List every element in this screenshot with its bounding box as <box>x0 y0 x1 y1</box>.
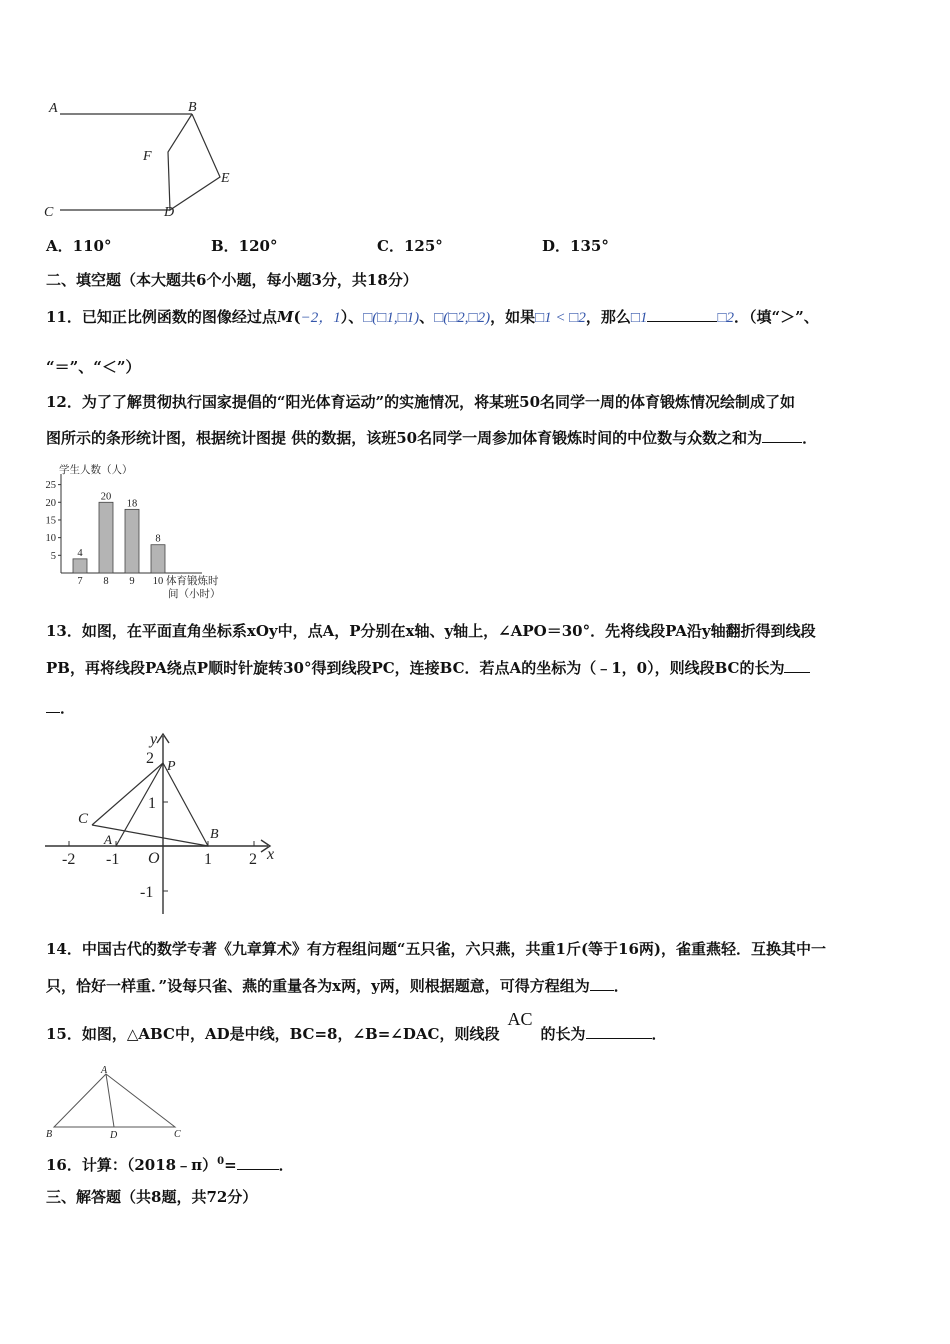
q15-end: ． <box>651 1025 667 1043</box>
chart-value-label: 18 <box>126 498 138 510</box>
q11-sep-1: ）、 <box>340 308 364 326</box>
q13-tick-neg2: -2 <box>62 851 76 868</box>
chart-y-tick-label: 20 <box>45 497 56 509</box>
q15-text-1: 15．如图，△ABC中，AD是中线，BC=8，∠B=∠DAC，则线段 <box>46 1025 500 1043</box>
chart-bar-8 <box>99 502 113 573</box>
q13-label-y: y <box>150 731 158 748</box>
q15-ac-formula: AC <box>507 1009 533 1029</box>
q15-text-2: 的长为 <box>540 1025 586 1043</box>
q13-end: ． <box>60 699 76 717</box>
q10-figure <box>40 92 250 227</box>
q14-end: ． <box>613 977 629 995</box>
q13-text-2: PB，再将线段PA绕点P顺时针旋转30°得到线段PC，连接BC．若点A的坐标为（﹣1，0），则线段BC的长为 <box>46 659 785 677</box>
chart-x-tick-label: 8 <box>103 576 109 587</box>
q10-option-d: D．135° <box>542 237 609 255</box>
q11-formula-point-2: □(□2,□2) <box>434 310 491 326</box>
chart-y-tick-label: 15 <box>45 515 56 527</box>
q10-option-b: B．120° <box>211 237 278 255</box>
q13-label-A: A <box>104 832 112 847</box>
q14-line-2 <box>46 976 904 996</box>
chart-x-tick-label: 10 <box>152 576 164 587</box>
q10-label-E: E <box>221 171 230 186</box>
q11-text-1: 11．已知正比例函数的图像经过点 <box>46 308 277 326</box>
q13-line-1: 13．如图，在平面直角坐标系xOy中，点A，P分别在x轴、y轴上，∠APO＝30°．先将线段PA沿y轴翻折得到线段 <box>46 622 816 640</box>
q11-point-m: M <box>276 308 294 326</box>
q10-label-D: D <box>164 205 175 220</box>
q16-end: ． <box>278 1156 294 1174</box>
q11-sep-2: 、 <box>419 308 435 326</box>
q16-text-1: 16．计算：（2018﹣π） <box>46 1156 218 1174</box>
q13-tick-neg1: -1 <box>106 851 120 868</box>
q11-formula-y2: □2 <box>717 310 735 326</box>
q13-tick-y2: 2 <box>146 750 154 767</box>
q16-answer-blank[interactable] <box>237 1155 279 1170</box>
q11-answer-blank[interactable] <box>647 307 717 322</box>
q10-label-F: F <box>143 149 152 164</box>
q12-line-2 <box>46 428 904 448</box>
q13-answer-blank-2[interactable] <box>46 698 60 713</box>
q13-tick-2: 2 <box>249 851 257 868</box>
chart-y-label: 学生人数（人） <box>59 465 133 476</box>
q11-text-4: ．（填“＞”、 <box>734 308 819 326</box>
q11-line-1 <box>46 307 904 328</box>
q12-end: ． <box>802 429 818 447</box>
q12-line-1: 12．为了了解贯彻执行国家提倡的“阳光体育运动”的实施情况，将某班50名同学一周的体育锻炼情况绘制成了如 <box>46 393 796 411</box>
q15-triangle-figure <box>40 1064 190 1144</box>
chart-y-tick-label: 10 <box>45 533 56 545</box>
chart-bar-7 <box>73 559 87 573</box>
q13-tick-y1: 1 <box>148 795 156 812</box>
q11-text-3: ，那么 <box>585 308 631 326</box>
q15-label-B: B <box>46 1129 53 1140</box>
q13-label-B: B <box>210 827 219 842</box>
section-2-heading: 二、填空题（本大题共6个小题，每小题3分，共18分） <box>46 271 418 289</box>
chart-x-tick-label: 7 <box>77 576 83 587</box>
q15-answer-blank[interactable] <box>586 1024 652 1039</box>
q10-label-A: A <box>49 101 58 116</box>
q12-text-2: 图所示的条形统计图，根据统计图提 供的数据，该班50名同学一周参加体育锻炼时间的中位数与众数之和为 <box>46 429 763 447</box>
q13-line-2 <box>46 658 904 678</box>
q16-line <box>46 1152 904 1175</box>
q14-answer-blank[interactable] <box>590 976 614 991</box>
chart-bar-9 <box>125 509 139 573</box>
q13-line-3 <box>46 698 904 718</box>
q15-label-D: D <box>110 1130 118 1141</box>
q14-text-2: 只，恰好一样重．”设每只雀、燕的重量各为x两，y两，则根据题意，可得方程组为 <box>46 977 590 995</box>
q14-line-1: 14．中国古代的数学专著《九章算术》有方程组问题“五只雀，六只燕，共重1斤(等于16两)，雀重燕轻．互换其中一 <box>46 940 827 958</box>
chart-value-label: 20 <box>100 491 112 503</box>
q15-label-A: A <box>101 1065 108 1076</box>
chart-x-label-2: 间（小时） <box>168 589 221 600</box>
chart-x-tick-label: 9 <box>129 576 135 587</box>
q11-line-2: “＝”、“＜”） <box>46 358 141 376</box>
q13-label-P: P <box>167 759 176 774</box>
q12-bar-chart <box>44 460 264 605</box>
q10-option-c: C．125° <box>377 237 443 255</box>
q13-answer-blank-1[interactable] <box>784 658 810 673</box>
q10-label-C: C <box>44 205 54 220</box>
q11-paren: ( <box>293 308 301 326</box>
q11-formula-point-1: □(□1,□1) <box>363 310 420 326</box>
q11-formula-m: −2，1 <box>300 310 341 326</box>
q16-exponent: 0 <box>217 1156 225 1167</box>
q11-formula-condition: □1 < □2 <box>535 310 586 326</box>
chart-bar-10 <box>151 545 165 573</box>
q10-label-B: B <box>188 100 197 115</box>
chart-x-label-1: 体育锻炼时 <box>166 576 219 587</box>
q13-label-x: x <box>267 846 275 863</box>
q15-line <box>46 1009 904 1044</box>
q13-coordinate-figure <box>40 728 290 918</box>
section-3-heading: 三、解答题（共8题，共72分） <box>46 1188 258 1206</box>
q13-label-C: C <box>78 811 89 827</box>
chart-y-tick-label: 5 <box>50 550 56 562</box>
q13-label-O: O <box>148 850 160 867</box>
chart-value-label: 4 <box>77 547 83 559</box>
chart-value-label: 8 <box>155 533 161 545</box>
q13-tick-1: 1 <box>204 851 212 868</box>
chart-y-tick-label: 25 <box>45 480 56 492</box>
q13-tick-yneg1: -1 <box>140 884 154 901</box>
q11-text-2: ，如果 <box>490 308 536 326</box>
q11-formula-y1: □1 <box>630 310 648 326</box>
q10-option-a: A．110° <box>46 237 112 255</box>
q16-equals: = <box>224 1156 237 1174</box>
q12-answer-blank[interactable] <box>762 428 802 443</box>
q15-label-C: C <box>174 1129 181 1140</box>
